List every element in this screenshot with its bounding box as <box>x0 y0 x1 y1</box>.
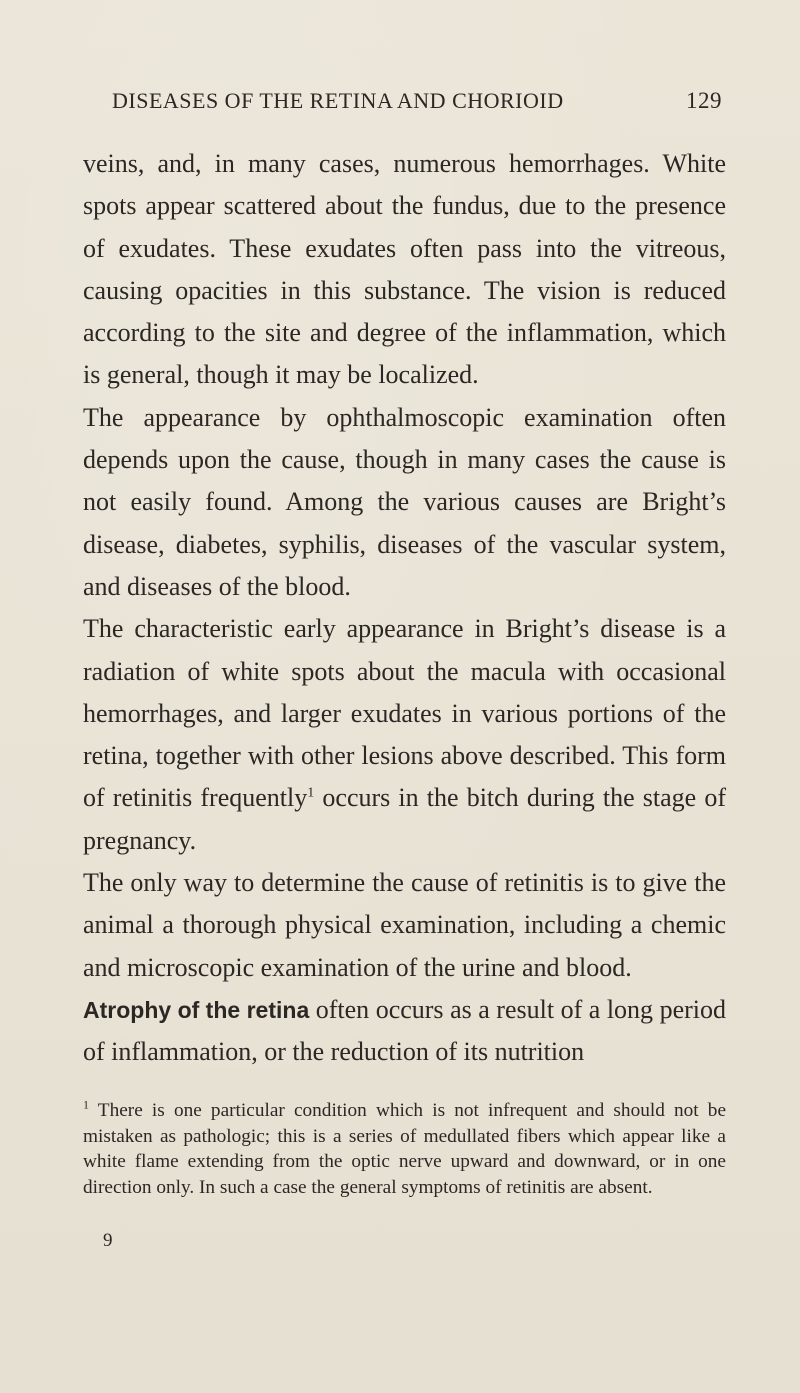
signature-mark: 9 <box>103 1230 113 1251</box>
paragraph-5-text: often occurs as a result of a long period of inflammation, or the reduction of its nutrition <box>83 994 726 1067</box>
footnote-reference: 1 <box>307 785 315 801</box>
paragraph-2 <box>83 397 726 608</box>
paragraph-3-text-before: The characteristic early appearance in Bright’s disease is a radiation of white spots about the macula with occasional hemorrhages, and larger exudates in various portions of the retina, together with other lesions above described. This form of retinitis frequently <box>83 614 726 813</box>
paragraph-1 <box>83 143 726 397</box>
section-run-head: Atrophy of the retina <box>83 996 310 1023</box>
footnote <box>83 1098 726 1200</box>
footnote-text: There is one particular condition which is not infrequent and should not be mistaken as pathologic; this is a series of medullated fibers which appear like a white flame extending from the optic nerve upward and downward, or in one direction only. In such a case the general symptoms of retinitis are absent. <box>83 1100 726 1198</box>
footnote-mark: 1 <box>83 1097 89 1112</box>
page-number: 129 <box>686 88 722 113</box>
paragraph-3 <box>83 608 726 862</box>
paragraph-4 <box>83 862 726 989</box>
paragraph-4-text: The only way to determine the cause of retinitis is to give the animal a thorough physical examination, including a chemic and microscopic examination of the urine and blood. <box>83 868 726 982</box>
running-head-title: DISEASES OF THE RETINA AND CHORIOID <box>112 88 564 113</box>
paragraph-5 <box>83 989 726 1074</box>
running-header <box>112 88 722 128</box>
main-text <box>83 143 726 1074</box>
paragraph-2-text: The appearance by ophthalmoscopic examination often depends upon the cause, though in many cases the cause is not easily found. Among the various causes are Bright’s disease, diabetes, syphilis, diseases of the vascular system, and diseases of the blood. <box>83 402 726 601</box>
paragraph-3-text-after: occurs in the bitch during the stage of pregnancy. <box>83 783 727 855</box>
paragraph-1-text: veins, and, in many cases, numerous hemorrhages. White spots appear scattered about the fundus, due to the presence of exudates. These exudates often pass into the vitreous, causing opacities in this substance. The vision is reduced according to the site and degree of the inflammation, which is general, though it may be localized. <box>83 149 726 390</box>
